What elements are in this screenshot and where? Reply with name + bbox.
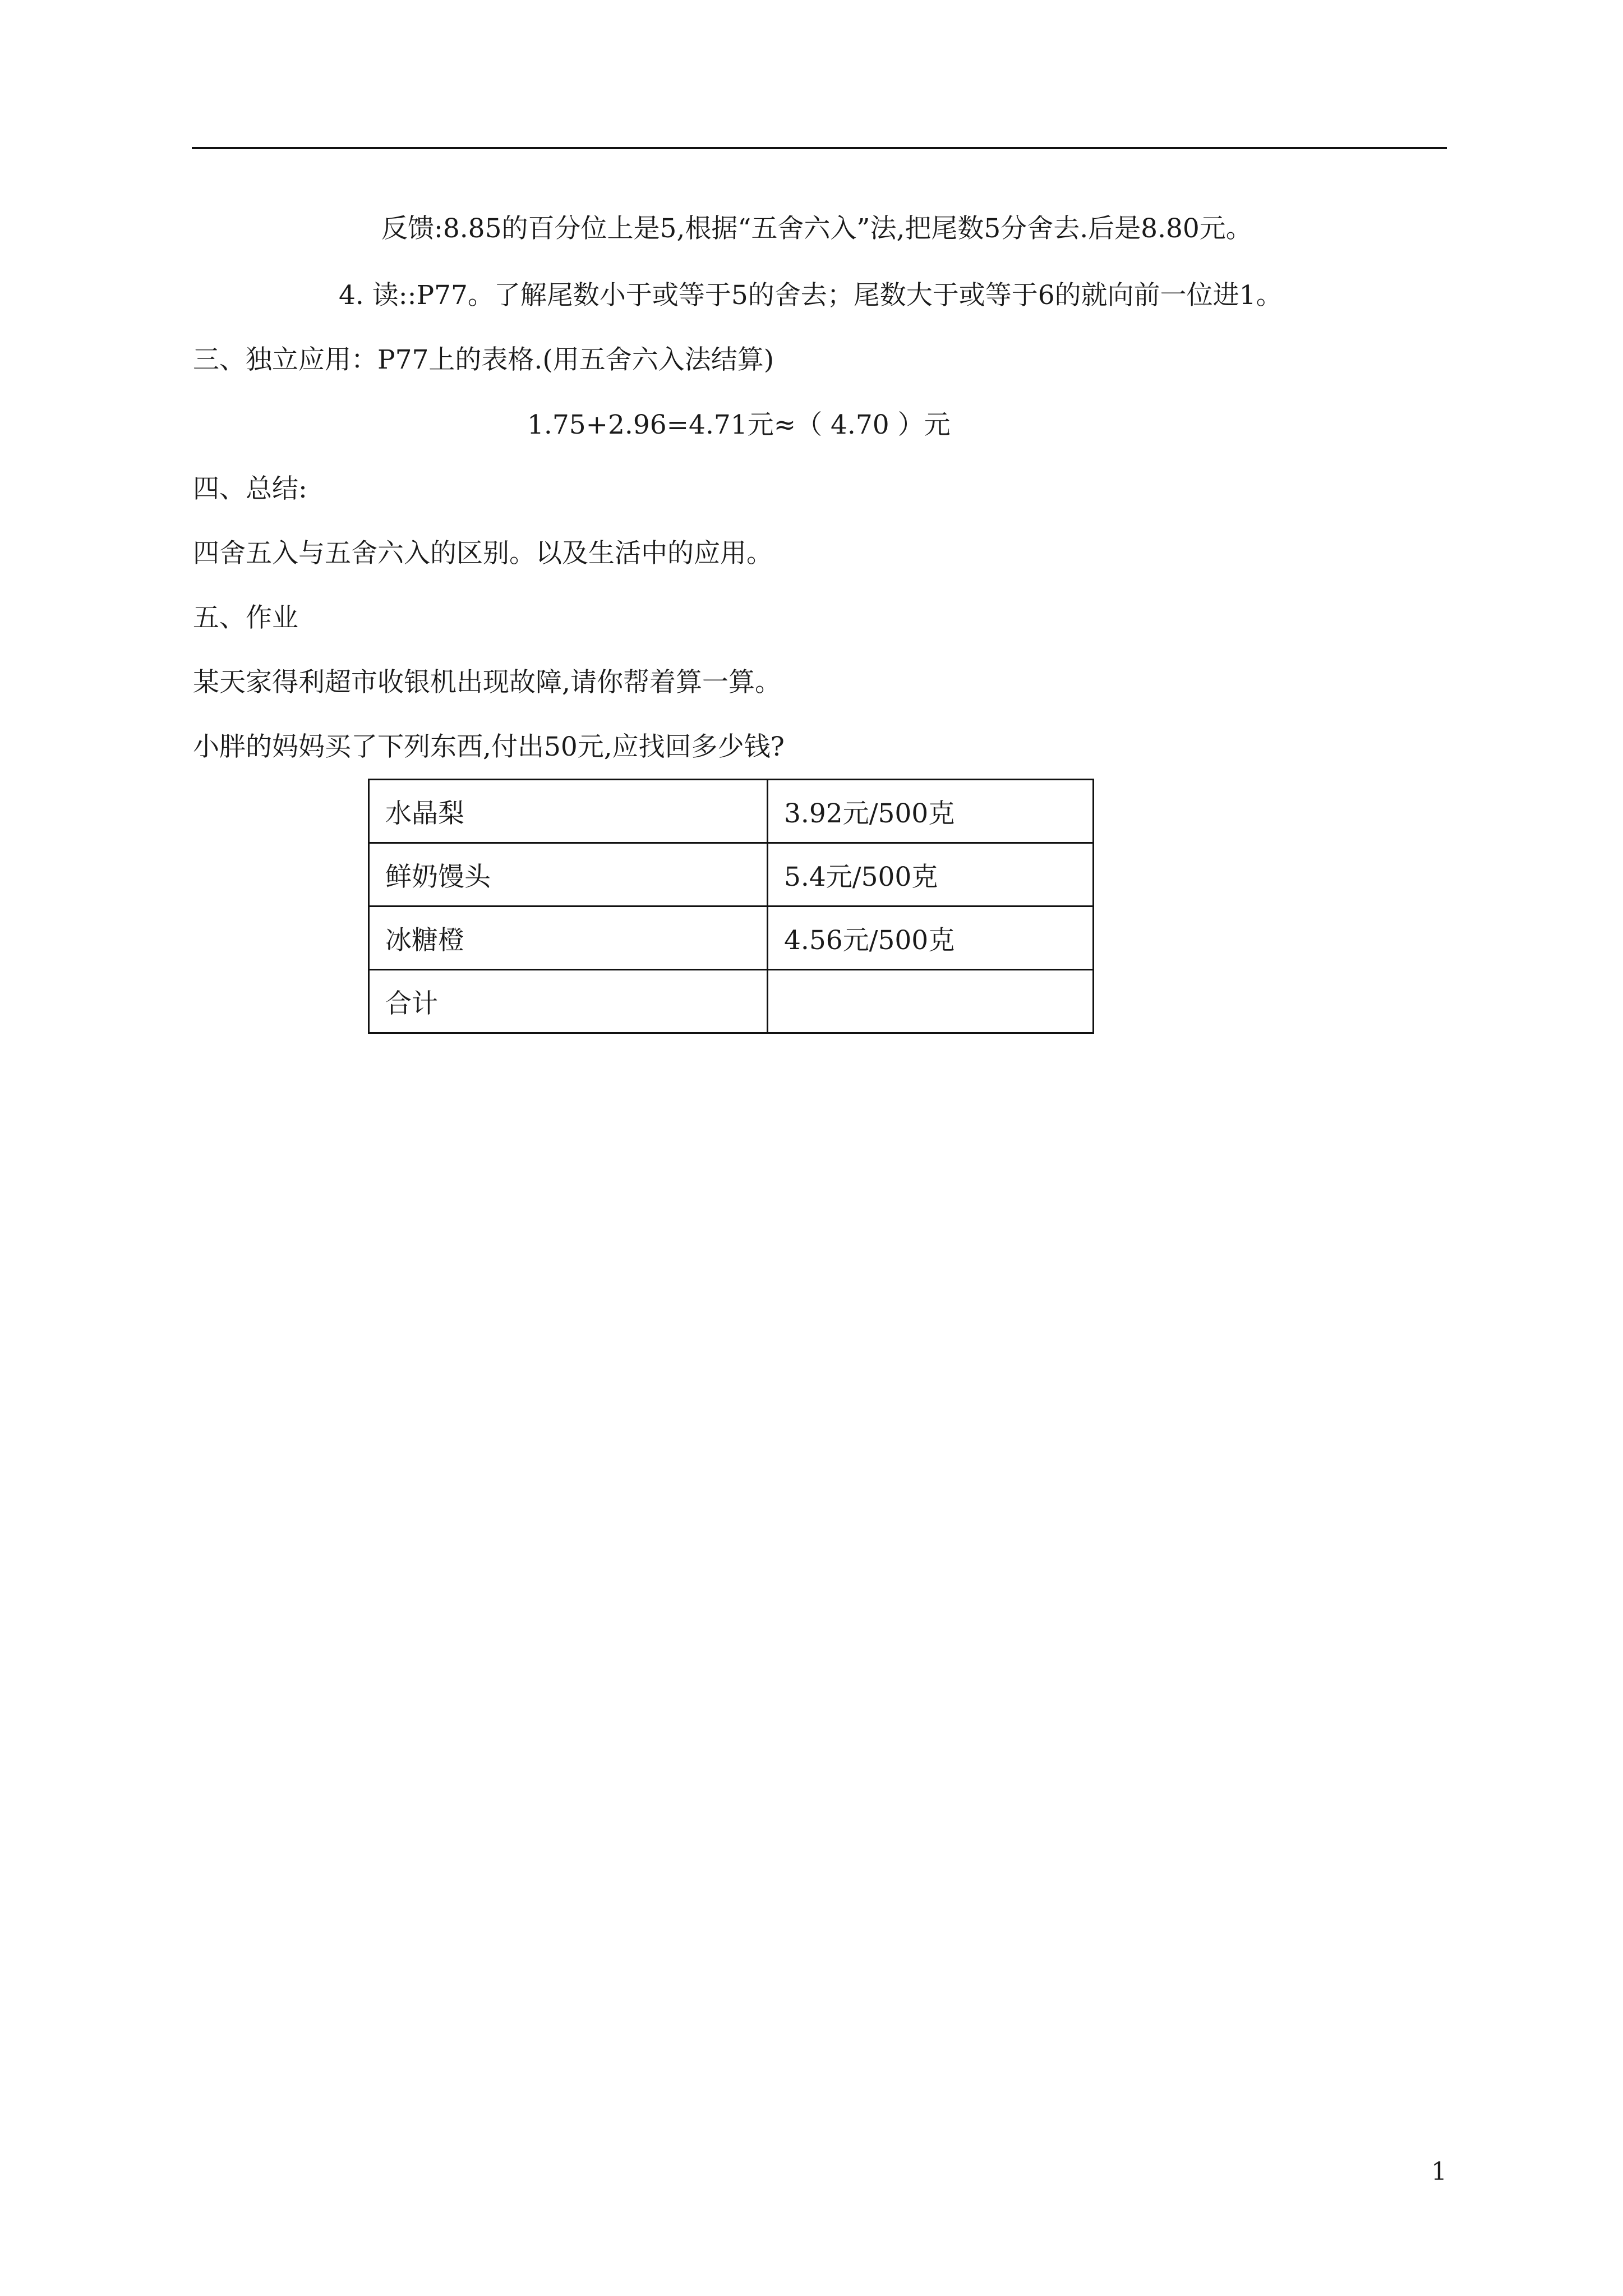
header-rule — [192, 147, 1447, 149]
table-row — [369, 907, 1094, 970]
homework-question: 小胖的妈妈买了下列东西,付出50元,应找回多少钱? — [193, 731, 785, 762]
item-price-cell: 4.56元/500克 — [768, 907, 1094, 970]
summary-paragraph: 四舍五入与五舍六入的区别。以及生活中的应用。 — [193, 538, 773, 569]
step-4-paragraph: 4. 读::P77。了解尾数小于或等于5的舍去；尾数大于或等于6的就向前一位进1。 — [339, 280, 1283, 311]
table-row — [369, 780, 1094, 843]
table-row — [369, 843, 1094, 907]
section-4-heading: 四、总结: — [193, 473, 307, 504]
section-3-heading: 三、独立应用：P77上的表格.(用五舍六入法结算) — [193, 344, 774, 375]
total-label-cell: 合计 — [369, 970, 768, 1033]
item-name-cell: 水晶梨 — [369, 780, 768, 843]
total-value-cell — [768, 970, 1094, 1033]
item-price-cell: 5.4元/500克 — [768, 843, 1094, 907]
homework-intro: 某天家得利超市收银机出现故障,请你帮着算一算。 — [193, 667, 781, 698]
page-number: 1 — [1431, 2157, 1447, 2186]
item-name-cell: 冰糖橙 — [369, 907, 768, 970]
rounding-equation: 1.75+2.96=4.71元≈（ 4.70 ）元 — [527, 409, 951, 440]
price-table — [368, 779, 1094, 1034]
section-5-heading: 五、作业 — [193, 602, 298, 633]
feedback-paragraph: 反馈:8.85的百分位上是5,根据“五舍六入”法,把尾数5分舍去.后是8.80元。 — [381, 213, 1252, 244]
item-name-cell: 鲜奶馒头 — [369, 843, 768, 907]
item-price-cell: 3.92元/500克 — [768, 780, 1094, 843]
table-row — [369, 970, 1094, 1033]
